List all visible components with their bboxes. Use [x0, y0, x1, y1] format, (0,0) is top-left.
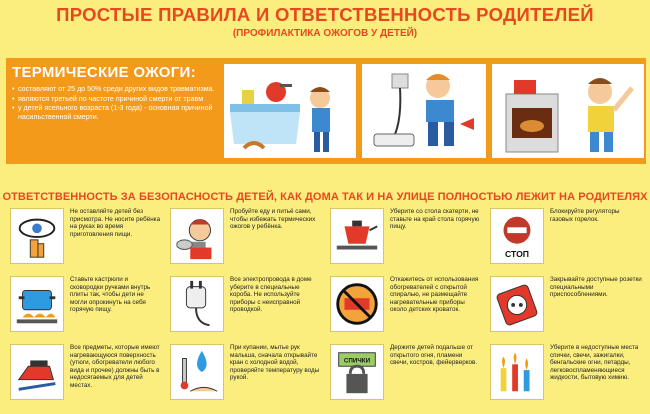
iron-icon	[10, 344, 64, 400]
rule-text: Держите детей подальше от открытого огня, пламени свечи, костров, фейерверков.	[390, 344, 478, 367]
stop-sign-icon	[490, 208, 544, 264]
pot-stove-icon	[10, 276, 64, 332]
rule-card	[170, 208, 320, 272]
rule-card	[330, 276, 480, 340]
plug-icon	[170, 276, 224, 332]
rule-text: Не оставляйте детей без присмотра. Не носите ребёнка на руках во время приготовления пищи.	[70, 208, 161, 238]
rule-text: Все предметы, которые имеют нагревающуюся поверхность (утюги, обогреватели любого вида и прочее) должны быть в недосягаемых для детей местах.	[70, 344, 160, 389]
spoon-child-icon	[170, 208, 224, 264]
thermal-heading: ТЕРМИЧЕСКИЕ ОЖОГИ:	[12, 64, 196, 81]
rule-text: Ставьте кастрюли и сковородки ручками внутрь плиты так, чтобы дети не могли опрокинуть на себя горячую пищу.	[70, 276, 151, 314]
illustration-outlet	[362, 64, 486, 158]
kettle-table-icon	[330, 208, 384, 264]
rule-text: Уберите в недоступные места спички, свечи, зажигалки, бенгальские огни, петарды, легковоспламеняющиеся жидкости, бытовую химию.	[550, 344, 639, 382]
page-subtitle: (ПРОФИЛАКТИКА ОЖОГОВ У ДЕТЕЙ)	[232, 28, 418, 39]
rule-card	[10, 208, 160, 272]
rule-text: Все электропровода в доме уберите в специальные короба. Не используйте приборы с неисправной проводкой.	[230, 276, 312, 314]
responsibility-heading: ОТВЕТСТВЕННОСТЬ ЗА БЕЗОПАСНОСТЬ ДЕТЕЙ, КАК ДОМА ТАК И НА УЛИЦЕ ПОЛНОСТЬЮ ЛЕЖИТ НА РОДИТЕЛЯХ	[2, 191, 648, 203]
water-drop-icon	[170, 344, 224, 400]
rule-text: Закрывайте доступные розетки специальными приспособлениями.	[550, 276, 642, 299]
rule-text: При купании, мытье рук малыша, сначала открывайте кран с холодной водой, проверяйте температуру воды рукой.	[230, 344, 320, 382]
rule-card	[10, 344, 160, 408]
thermal-burns-box	[12, 64, 218, 160]
rule-card	[490, 208, 640, 272]
rule-card	[10, 276, 160, 340]
no-heater-icon	[330, 276, 384, 332]
rule-card	[490, 276, 640, 340]
stop-label: СТОП	[504, 249, 530, 260]
rule-card	[170, 344, 320, 408]
illustration-oven	[492, 64, 644, 158]
rule-card	[330, 344, 480, 408]
rule-text: Блокируйте регуляторы газовых горелок.	[550, 208, 620, 223]
rule-text: Уберите со стола скатерти, не ставьте на край стола горячую пищу.	[390, 208, 480, 231]
matches-lock-icon	[330, 344, 384, 400]
rule-card	[490, 344, 640, 408]
rule-card	[330, 208, 480, 272]
child-outlet-illustration	[362, 64, 486, 158]
thermal-fact: • составляют от 25 до 50% среди других видов травматизма.	[12, 85, 218, 94]
rule-card	[170, 276, 320, 340]
page-title: ПРОСТЫЕ ПРАВИЛА И ОТВЕТСТВЕННОСТЬ РОДИТЕЛЕЙ	[56, 4, 594, 25]
thermal-fact: • у детей ясельного возраста (1-3 года) - основная причиной насильственной смерти.	[12, 104, 218, 121]
matchbox-label: СПИЧКИ	[343, 357, 371, 365]
child-tablecloth-illustration	[224, 64, 356, 158]
rule-text: Откажитесь от использования обогревателей с открытой спиралью, не размещайте нагревательные приборы около детских кроваток.	[390, 276, 479, 314]
child-oven-illustration	[492, 64, 644, 158]
thermal-facts	[12, 85, 218, 121]
socket-icon	[490, 276, 544, 332]
candles-fire-icon	[490, 344, 544, 400]
rule-text: Пробуйте еду и питьё сами, чтобы избежать термических ожогов у ребёнка.	[230, 208, 316, 231]
illustration-tablecloth	[224, 64, 356, 158]
eye-hand-icon	[10, 208, 64, 264]
thermal-fact: • являются третьей по частоте причиной смерти от травм	[12, 95, 218, 104]
